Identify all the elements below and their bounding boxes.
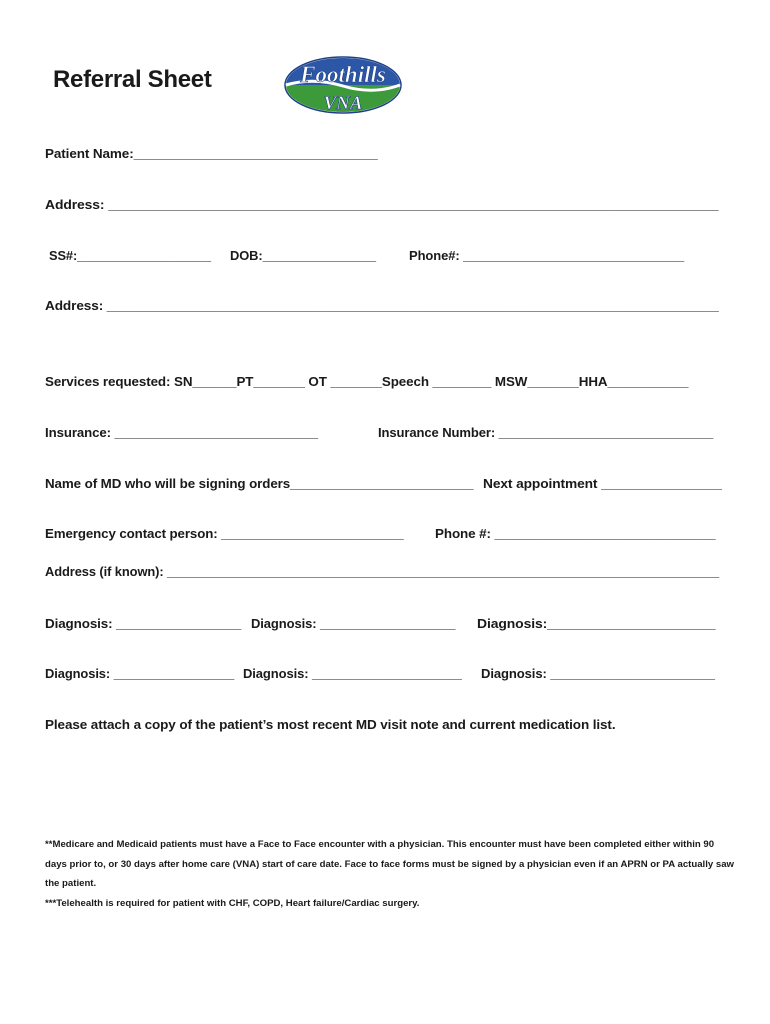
emergency-phone-field[interactable]: Phone #: ______________________________	[435, 526, 716, 541]
ss-field[interactable]: SS#:___________________	[49, 248, 211, 263]
address-field[interactable]: Address: ________________________________________________________________________________	[45, 197, 719, 212]
medicare-footnote: **Medicare and Medicaid patients must have a Face to Face encounter with a physician. This encounter must have been completed either within 90 days prior to, or 30 days after home care (VNA) start of care date. Face to face forms must be signed by a physician even if an APRN or PA actually saw the patient.	[45, 839, 735, 889]
insurance-number-field[interactable]: Insurance Number: ______________________________	[378, 425, 714, 440]
address-if-known-field[interactable]: Address (if known): ______________________________________________________________________________	[45, 564, 720, 579]
diagnosis-field-5[interactable]: Diagnosis: _____________________	[243, 666, 462, 681]
diagnosis-field-2[interactable]: Diagnosis: ___________________	[251, 616, 456, 631]
telehealth-footnote: ***Telehealth is required for patient with CHF, COPD, Heart failure/Cardiac surgery.	[45, 897, 420, 909]
next-appointment-field[interactable]: Next appointment ________________	[483, 476, 722, 491]
services-requested-field[interactable]: Services requested: SN______PT_______ OT _______Speech ________ MSW_______HHA___________	[45, 374, 689, 389]
foothills-vna-logo	[283, 55, 403, 115]
md-name-field[interactable]: Name of MD who will be signing orders_________________________	[45, 476, 474, 491]
dob-field[interactable]: DOB:________________	[230, 248, 376, 263]
insurance-field[interactable]: Insurance: ____________________________	[45, 425, 318, 440]
attach-instructions: Please attach a copy of the patient’s most recent MD visit note and current medication list.	[45, 717, 616, 732]
svg-text:VNA: VNA	[323, 93, 363, 114]
diagnosis-field-1[interactable]: Diagnosis: _________________	[45, 616, 242, 631]
second-address-field[interactable]: Address: __________________________________________________________________________________	[45, 298, 719, 313]
diagnosis-field-3[interactable]: Diagnosis:______________________	[477, 616, 716, 631]
svg-text:Foothills: Foothills	[300, 62, 386, 87]
diagnosis-field-6[interactable]: Diagnosis: _______________________	[481, 666, 715, 681]
page-title: Referral Sheet	[53, 66, 212, 93]
diagnosis-field-4[interactable]: Diagnosis: _________________	[45, 666, 235, 681]
phone-field[interactable]: Phone#: _______________________________	[409, 248, 685, 263]
patient-name-field[interactable]: Patient Name:_________________________________	[45, 146, 378, 161]
footnotes	[45, 835, 735, 913]
emergency-contact-field[interactable]: Emergency contact person: _________________________	[45, 526, 404, 541]
